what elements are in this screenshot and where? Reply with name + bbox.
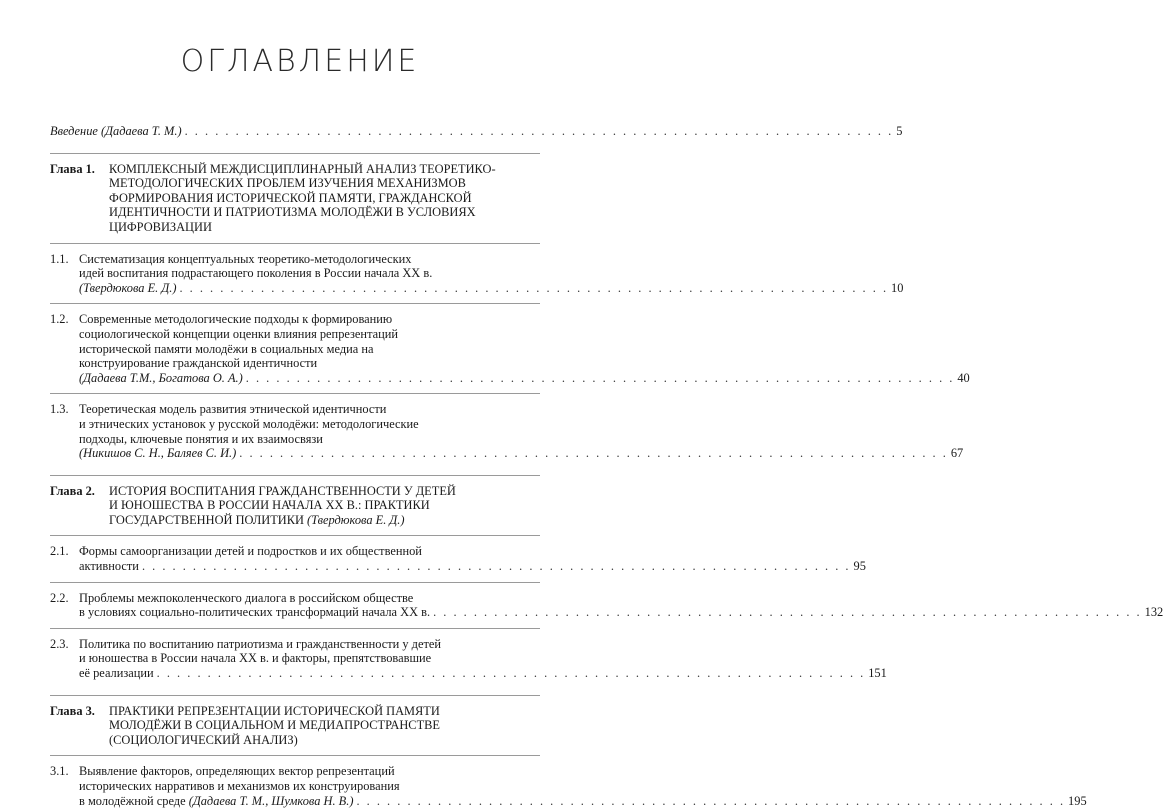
section-text-line xyxy=(50,544,540,559)
section-text: и юношества в России начала XX в. и факторы, препятствовавшие xyxy=(79,651,432,666)
chapter-title-text: МЕТОДОЛОГИЧЕСКИХ ПРОБЛЕМ ИЗУЧЕНИЯ МЕХАНИЗМОВ xyxy=(109,176,466,191)
section-text-last: в молодёжной среде xyxy=(79,793,186,808)
chapter-1-heading[interactable] xyxy=(50,162,540,235)
section-text-line xyxy=(50,402,540,417)
chapter-title-line xyxy=(50,220,540,235)
chapter-authors: (Твердюкова Е. Д.) xyxy=(307,512,405,527)
entry-text xyxy=(79,281,176,295)
section-text-line xyxy=(50,432,540,447)
section-2-2[interactable] xyxy=(50,590,1163,620)
section-1-3[interactable] xyxy=(50,402,964,461)
chapter-title-line xyxy=(50,704,540,719)
dot-leader: . . . . . . . . . . . . . . . . . . . . . . . . . . . . . . . . . . . . . . . . . . . . . . . . . . . . . . . . . . . . . . . . . . . . . . xyxy=(179,280,889,295)
section-text-line xyxy=(50,266,540,281)
section-text-line xyxy=(50,342,540,357)
section-2-1[interactable] xyxy=(50,544,866,574)
section-text: Систематизация концептуальных теоретико-методологических xyxy=(79,251,412,266)
chapter-title-line xyxy=(50,176,540,191)
section-page-line[interactable] xyxy=(50,280,904,296)
dot-leader: . . . . . . . . . . . . . . . . . . . . . . . . . . . . . . . . . . . . . . . . . . . . . . . . . . . . . . . . . . . . . . . . . . . . . . xyxy=(184,124,894,138)
section-text: Проблемы межпоколенческого диалога в российском обществе xyxy=(79,590,414,605)
section-authors: (Никишов С. Н., Баляев С. И.) xyxy=(79,446,237,461)
divider xyxy=(50,628,540,629)
dot-leader: . . . . . . . . . . . . . . . . . . . . . . . . . . . . . . . . . . . . . . . . . . . . . . . . . . . . . . . . . . . . . . . . . . . . . . xyxy=(356,793,1066,808)
page-number: 195 xyxy=(1068,793,1087,808)
chapter-2-heading[interactable] xyxy=(50,484,540,528)
intro-line[interactable] xyxy=(50,124,903,139)
section-page-line[interactable] xyxy=(50,605,1163,620)
page-title: ОГЛАВЛЕНИЕ xyxy=(180,44,420,79)
divider xyxy=(50,695,540,696)
divider xyxy=(50,153,540,154)
chapter-title-text: ПРАКТИКИ РЕПРЕЗЕНТАЦИИ ИСТОРИЧЕСКОЙ ПАМЯТИ xyxy=(109,703,440,718)
section-number: 3.1. xyxy=(50,764,69,779)
chapter-title-line xyxy=(50,498,540,513)
chapter-title-line xyxy=(50,513,540,528)
section-text: исторической памяти молодёжи в социальных медиа на xyxy=(79,341,374,356)
section-number: 1.3. xyxy=(50,402,69,417)
intro-text: Введение (Дадаева Т. М.) xyxy=(50,124,182,138)
dot-leader: . . . . . . . . . . . . . . . . . . . . . . . . . . . . . . . . . . . . . . . . . . . . . . . . . . . . . . . . . . . . . . . . . . . . . . xyxy=(141,559,851,574)
section-authors: (Дадаева Т. М., Шумкова Н. В.) xyxy=(188,793,354,808)
section-text-line xyxy=(50,779,540,794)
divider xyxy=(50,303,540,304)
section-3-1[interactable] xyxy=(50,764,1087,808)
section-text-last: её реализации xyxy=(79,666,154,681)
section-number: 1.2. xyxy=(50,312,69,327)
section-text-last: в условиях социально-политических трансформаций начала XX в. xyxy=(79,605,431,620)
section-authors: (Дадаева Т.М., Богатова О. А.) xyxy=(79,370,243,385)
spacer xyxy=(50,681,540,687)
section-text: и этнических установок у русской молодёжи: методологические xyxy=(79,416,419,431)
section-text-line xyxy=(50,327,540,342)
chapter-title-text: ИДЕНТИЧНОСТИ И ПАТРИОТИЗМА МОЛОДЁЖИ В УСЛОВИЯХ xyxy=(109,205,476,220)
chapter-title-text: ЦИФРОВИЗАЦИИ xyxy=(109,219,212,234)
chapter-title-line xyxy=(50,484,540,499)
spacer xyxy=(50,461,540,467)
section-page-line[interactable] xyxy=(50,370,970,386)
chapter-title-text: МОЛОДЁЖИ В СОЦИАЛЬНОМ И МЕДИАПРОСТРАНСТВЕ xyxy=(109,718,440,733)
section-number: 1.1. xyxy=(50,251,69,266)
chapter-title-line xyxy=(50,205,540,220)
entry-text xyxy=(79,794,353,808)
section-text: социологической концепции оценки влияния репрезентаций xyxy=(79,326,399,341)
chapter-title-text: ИСТОРИЯ ВОСПИТАНИЯ ГРАЖДАНСТВЕННОСТИ У ДЕТЕЙ xyxy=(109,483,456,498)
section-text-line xyxy=(50,764,540,779)
entry-text xyxy=(79,559,139,573)
divider xyxy=(50,535,540,536)
chapter-title-text: ГОСУДАРСТВЕННОЙ ПОЛИТИКИ xyxy=(109,512,304,527)
section-text-line xyxy=(50,417,540,432)
page-number: 5 xyxy=(896,124,903,138)
page-number: 95 xyxy=(853,559,866,574)
section-number: 2.2. xyxy=(50,590,69,605)
dot-leader: . . . . . . . . . . . . . . . . . . . . . . . . . . . . . . . . . . . . . . . . . . . . . . . . . . . . . . . . . . . . . . . . . . . . . . xyxy=(433,605,1142,620)
section-text-last: активности xyxy=(79,559,139,574)
divider xyxy=(50,243,540,244)
chapter-label: Глава 1. xyxy=(50,161,95,176)
dot-leader: . . . . . . . . . . . . . . . . . . . . . . . . . . . . . . . . . . . . . . . . . . . . . . . . . . . . . . . . . . . . . . . . . . . . . . xyxy=(245,370,955,385)
section-number: 2.1. xyxy=(50,544,69,559)
chapter-label: Глава 2. xyxy=(50,483,95,498)
page-number: 40 xyxy=(957,370,970,385)
dot-leader: . . . . . . . . . . . . . . . . . . . . . . . . . . . . . . . . . . . . . . . . . . . . . . . . . . . . . . . . . . . . . . . . . . . . . . xyxy=(156,666,866,681)
spacer xyxy=(50,139,540,145)
divider xyxy=(50,393,540,394)
section-2-3[interactable] xyxy=(50,636,887,681)
chapter-title-line xyxy=(50,733,540,748)
section-page-line[interactable] xyxy=(50,666,887,681)
section-1-2[interactable] xyxy=(50,312,970,385)
chapter-title-line xyxy=(50,718,540,733)
section-text: идей воспитания подрастающего поколения в России начала XX в. xyxy=(79,266,433,281)
section-page-line[interactable] xyxy=(50,559,866,574)
section-text: подходы, ключевые понятия и их взаимосвязи xyxy=(79,431,323,446)
intro-entry[interactable] xyxy=(50,124,903,139)
chapter-3-heading[interactable] xyxy=(50,704,540,748)
section-text: Формы самоорганизации детей и подростков и их общественной xyxy=(79,544,422,559)
chapter-title-text: КОМПЛЕКСНЫЙ МЕЖДИСЦИПЛИНАРНЫЙ АНАЛИЗ ТЕОРЕТИКО- xyxy=(109,161,496,176)
divider xyxy=(50,755,540,756)
entry-text xyxy=(79,371,243,385)
section-text: исторических нарративов и механизмов их конструирования xyxy=(79,779,400,793)
section-text: конструирование гражданской идентичности xyxy=(79,356,318,371)
section-text: Политика по воспитанию патриотизма и гражданственности у детей xyxy=(79,636,442,651)
dot-leader: . . . . . . . . . . . . . . . . . . . . . . . . . . . . . . . . . . . . . . . . . . . . . . . . . . . . . . . . . . . . . . . . . . . . . . xyxy=(239,446,948,461)
section-text-line xyxy=(50,591,540,606)
entry-text xyxy=(50,124,182,138)
section-text-line xyxy=(50,356,540,371)
section-text-line xyxy=(50,312,540,327)
page-number: 67 xyxy=(950,446,964,461)
entry-text xyxy=(79,446,236,460)
divider xyxy=(50,582,540,583)
section-page-line[interactable] xyxy=(50,793,1087,808)
section-text: Теоретическая модель развития этнической идентичности xyxy=(79,402,387,417)
entry-text xyxy=(79,605,430,619)
page-number: 10 xyxy=(891,280,904,295)
section-number: 2.3. xyxy=(50,636,69,651)
section-text-line xyxy=(50,651,540,666)
chapter-title-text: И ЮНОШЕСТВА В РОССИИ НАЧАЛА XX В.: ПРАКТИКИ xyxy=(109,498,430,513)
section-text: Современные методологические подходы к формированию xyxy=(79,312,393,327)
chapter-label: Глава 3. xyxy=(50,703,95,718)
section-authors: (Твердюкова Е. Д.) xyxy=(79,280,177,295)
section-text-line xyxy=(50,252,540,267)
page-number: 151 xyxy=(868,666,887,681)
entry-text xyxy=(79,666,154,680)
toc-entries xyxy=(50,124,1163,808)
divider xyxy=(50,475,540,476)
chapter-title-text: ФОРМИРОВАНИЯ ИСТОРИЧЕСКОЙ ПАМЯТИ, ГРАЖДАНСКОЙ xyxy=(109,190,472,205)
section-1-1[interactable] xyxy=(50,251,904,296)
section-page-line[interactable] xyxy=(50,446,964,461)
section-text: Выявление факторов, определяющих вектор репрезентаций xyxy=(79,764,395,779)
section-text-line xyxy=(50,637,540,652)
chapter-title-line xyxy=(50,191,540,206)
chapter-title-text: (СОЦИОЛОГИЧЕСКИЙ АНАЛИЗ) xyxy=(109,732,298,747)
chapter-title-line xyxy=(50,162,540,177)
page-number: 132 xyxy=(1144,605,1163,620)
